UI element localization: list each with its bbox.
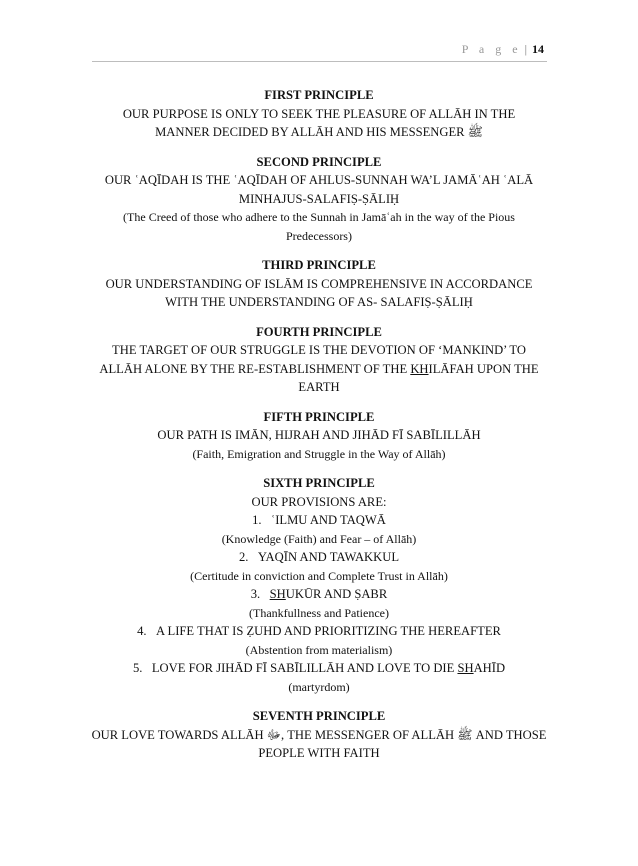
list-number: 5. (132, 661, 143, 675)
document-body (90, 86, 548, 763)
list-item (90, 548, 548, 567)
text-line: WITH THE UNDERSTANDING OF AS- SALAFIṢ-ṢĀLIḤ (165, 295, 473, 309)
list-number: 3. (250, 587, 261, 601)
text-line: OUR PATH IS IMĀN, HIJRAH AND JIHĀD FĪ SABĪLILLĀH (157, 428, 481, 442)
text-segment: ALLĀH ALONE BY THE RE-ESTABLISHMENT OF THE (99, 361, 411, 376)
note-line: (Faith, Emigration and Struggle in the Way of Allāh) (192, 446, 446, 461)
text-line: MANNER DECIDED BY ALLĀH AND HIS MESSENGER ﷺ (155, 125, 483, 139)
seventh-principle-text (76, 726, 562, 763)
page-word: P a g e (461, 42, 522, 56)
fifth-principle-text (90, 426, 548, 463)
note-line: (Knowledge (Faith) and Fear – of Allāh) (221, 531, 417, 546)
text-line (76, 360, 562, 379)
header-rule (92, 61, 547, 62)
underlined-segment: SH (457, 661, 474, 675)
fourth-principle-heading: FOURTH PRINCIPLE (256, 324, 382, 339)
list-number: 2. (238, 550, 249, 564)
list-number: 1. (252, 513, 262, 527)
list-text: ʿILMU AND TAQWĀ (271, 513, 386, 527)
note-line: (Thankfullness and Patience) (249, 605, 389, 620)
note-line: (martyrdom) (288, 679, 350, 694)
note-line: Predecessors) (286, 228, 352, 243)
page-header (462, 42, 544, 57)
text-line: OUR ʿAQĪDAH IS THE ʿAQĪDAH OF AHLUS-SUNNAH WA’L JAMĀʿAH ʿALĀ (104, 173, 534, 187)
underlined-segment: KH (410, 361, 429, 376)
sixth-principle-text (90, 493, 548, 697)
text-line: OUR UNDERSTANDING OF ISLĀM IS COMPREHENSIVE IN ACCORDANCE (105, 276, 533, 291)
note-line: (Certitude in conviction and Complete Trust in Allāh) (190, 568, 448, 583)
page-separator: | (524, 42, 527, 56)
fourth-principle-text (76, 341, 562, 397)
second-principle-text (84, 171, 554, 245)
list-text: UKŪR AND ṢABR (285, 587, 388, 601)
text-line: OUR PROVISIONS ARE: (251, 494, 387, 509)
note-line: (Abstention from materialism) (245, 642, 393, 657)
page-number: 14 (532, 42, 544, 56)
list-number: 4. (137, 624, 147, 638)
list-text: LOVE FOR JIHĀD FĪ SABĪLILLĀH AND LOVE TO DIE (151, 661, 458, 675)
list-text: AHĪD (473, 661, 506, 675)
first-principle-text (90, 105, 548, 142)
text-line: OUR LOVE TOWARDS ALLĀH ﷻ, THE MESSENGER OF ALLĀH ﷺ AND THOSE (91, 727, 547, 742)
underlined-segment: SH (269, 587, 286, 601)
text-line: OUR PURPOSE IS ONLY TO SEEK THE PLEASURE OF ALLĀH IN THE (122, 106, 516, 121)
text-line: THE TARGET OF OUR STRUGGLE IS THE DEVOTION OF ‘MANKIND’ TO (112, 343, 526, 357)
list-text: YAQĪN AND TAWAKKUL (257, 550, 400, 564)
fifth-principle-heading: FIFTH PRINCIPLE (263, 409, 375, 424)
note-line: (The Creed of those who adhere to the Sunnah in Jamāʿah in the way of the Pious (123, 210, 515, 224)
sixth-principle-heading: SIXTH PRINCIPLE (263, 476, 375, 490)
second-principle-heading: SECOND PRINCIPLE (256, 154, 382, 169)
list-item (90, 511, 548, 530)
seventh-principle-heading: SEVENTH PRINCIPLE (252, 709, 386, 723)
text-line: MINHAJUS-SALAFIṢ-ṢĀLIḤ (238, 191, 400, 206)
third-principle-text (84, 275, 554, 312)
first-principle-heading: FIRST PRINCIPLE (264, 88, 374, 102)
third-principle-heading: THIRD PRINCIPLE (262, 258, 376, 272)
list-item (90, 585, 548, 604)
text-line: EARTH (298, 380, 340, 394)
list-item (90, 622, 548, 641)
list-item (90, 659, 548, 678)
text-segment: ILĀFAH UPON THE (428, 361, 539, 376)
text-line: PEOPLE WITH FAITH (258, 746, 380, 760)
list-text: A LIFE THAT IS ẒUHD AND PRIORITIZING THE HEREAFTER (155, 624, 501, 638)
